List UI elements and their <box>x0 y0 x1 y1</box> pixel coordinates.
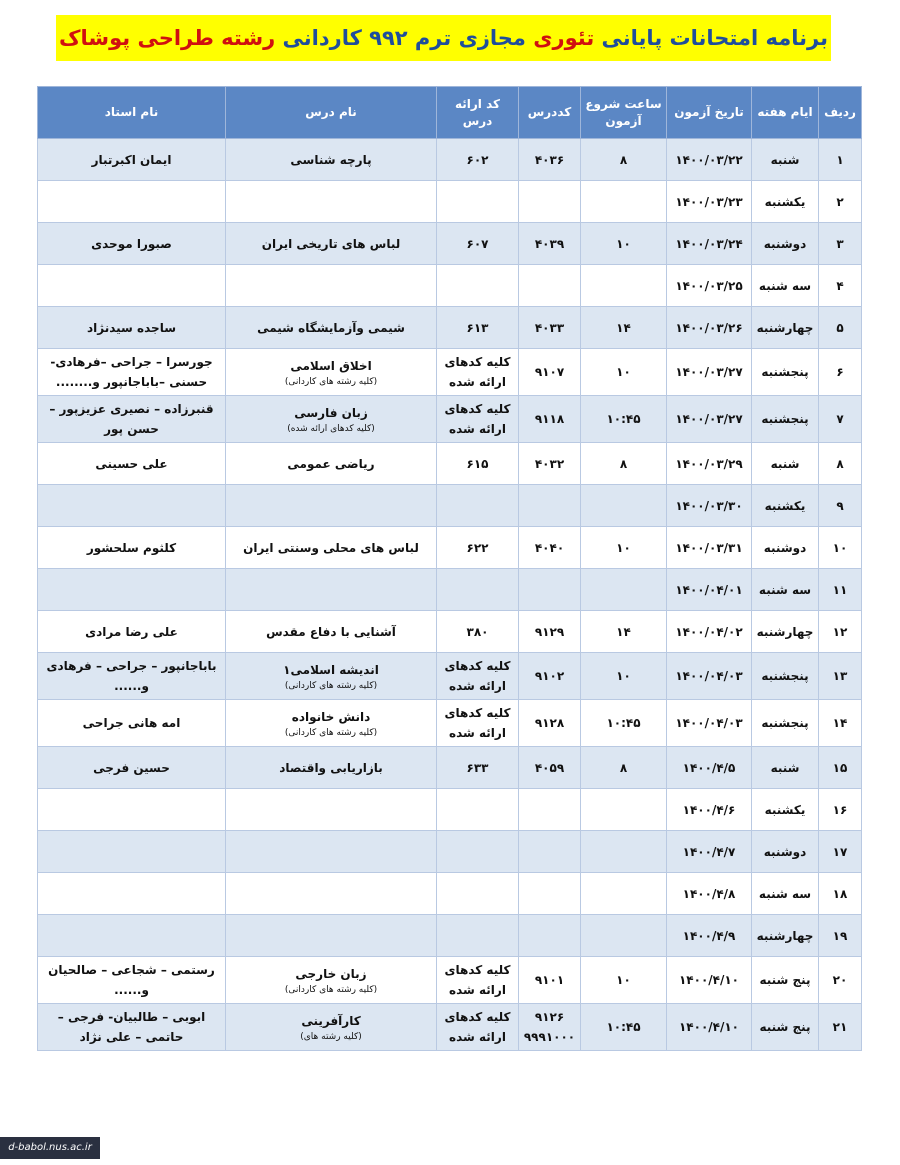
cell-teacher-name <box>38 915 226 957</box>
cell-start-time <box>581 831 667 873</box>
cell-weekday: شنبه <box>752 139 819 181</box>
cell-exam-date: ۱۴۰۰/۰۳/۲۶ <box>667 307 752 349</box>
cell-start-time: ۸ <box>581 443 667 485</box>
cell-course-name <box>226 1004 437 1051</box>
table-row <box>38 1004 862 1051</box>
course-title: زبان فارسی <box>294 405 368 420</box>
table-row <box>38 831 862 873</box>
cell-teacher-name: کلثوم سلحشور <box>38 527 226 569</box>
table-row <box>38 611 862 653</box>
course-note: (کلیه کدهای ارائه شده) <box>287 423 375 434</box>
course-title: زبان خارجی <box>295 966 367 981</box>
cell-offer-code: ۶۱۵ <box>437 443 519 485</box>
table-row <box>38 569 862 611</box>
cell-row-number: ۵ <box>819 307 862 349</box>
title-part-2: تئوری <box>533 26 595 50</box>
cell-offer-code: کلیه کدهای ارائه شده <box>437 653 519 700</box>
cell-course-name <box>226 957 437 1004</box>
cell-offer-code: ۶۰۲ <box>437 139 519 181</box>
cell-start-time: ۱۰:۴۵ <box>581 700 667 747</box>
table-row <box>38 349 862 396</box>
cell-row-number: ۱۵ <box>819 747 862 789</box>
table-row <box>38 307 862 349</box>
cell-exam-date: ۱۴۰۰/۴/۸ <box>667 873 752 915</box>
cell-weekday: سه شنبه <box>752 265 819 307</box>
cell-course-name <box>226 653 437 700</box>
cell-row-number: ۲ <box>819 181 862 223</box>
cell-course-name <box>226 611 437 653</box>
course-title: شیمی وآزمایشگاه شیمی <box>257 320 405 335</box>
cell-weekday: پنجشنبه <box>752 349 819 396</box>
cell-course-name <box>226 181 437 223</box>
cell-course-name <box>226 265 437 307</box>
cell-course-code <box>519 181 581 223</box>
cell-course-code: ۴۰۳۶ <box>519 139 581 181</box>
cell-teacher-name: علی حسینی <box>38 443 226 485</box>
cell-exam-date: ۱۴۰۰/۰۳/۳۱ <box>667 527 752 569</box>
cell-weekday: یکشنبه <box>752 789 819 831</box>
cell-start-time: ۱۰ <box>581 527 667 569</box>
cell-course-name <box>226 307 437 349</box>
cell-course-code <box>519 789 581 831</box>
cell-weekday: سه شنبه <box>752 569 819 611</box>
cell-exam-date: ۱۴۰۰/۴/۶ <box>667 789 752 831</box>
header-start-time: ساعت شروع آزمون <box>581 87 667 139</box>
cell-course-code: ۴۰۳۹ <box>519 223 581 265</box>
cell-weekday: دوشنبه <box>752 223 819 265</box>
cell-offer-code: کلیه کدهای ارائه شده <box>437 957 519 1004</box>
cell-teacher-name <box>38 569 226 611</box>
cell-start-time: ۱۰:۴۵ <box>581 1004 667 1051</box>
title-part-1: برنامه امتحانات پایانی <box>601 26 828 50</box>
cell-row-number: ۲۱ <box>819 1004 862 1051</box>
cell-course-name <box>226 915 437 957</box>
cell-course-code: ۴۰۳۳ <box>519 307 581 349</box>
cell-course-name <box>226 139 437 181</box>
cell-exam-date: ۱۴۰۰/۴/۱۰ <box>667 957 752 1004</box>
cell-start-time: ۸ <box>581 139 667 181</box>
cell-teacher-name <box>38 265 226 307</box>
cell-offer-code: ۶۳۳ <box>437 747 519 789</box>
cell-row-number: ۶ <box>819 349 862 396</box>
cell-weekday: چهارشنبه <box>752 611 819 653</box>
cell-exam-date: ۱۴۰۰/۰۳/۳۰ <box>667 485 752 527</box>
cell-course-name <box>226 789 437 831</box>
course-title: کارآفرینی <box>301 1013 361 1028</box>
cell-weekday: پنجشنبه <box>752 396 819 443</box>
course-title: اندیشه اسلامی۱ <box>283 662 379 677</box>
cell-course-code: ۹۱۲۹ <box>519 611 581 653</box>
cell-exam-date: ۱۴۰۰/۰۴/۰۱ <box>667 569 752 611</box>
table-row <box>38 139 862 181</box>
cell-start-time <box>581 873 667 915</box>
cell-exam-date: ۱۴۰۰/۴/۵ <box>667 747 752 789</box>
table-row <box>38 653 862 700</box>
cell-start-time: ۱۰:۴۵ <box>581 396 667 443</box>
cell-weekday: شنبه <box>752 443 819 485</box>
cell-start-time <box>581 915 667 957</box>
course-note: (کلیه رشته های کاردانی) <box>284 984 378 995</box>
table-row <box>38 443 862 485</box>
cell-teacher-name: ساجده سیدنژاد <box>38 307 226 349</box>
cell-course-name <box>226 527 437 569</box>
course-title: آشنایی با دفاع مقدس <box>266 624 396 639</box>
cell-course-name <box>226 349 437 396</box>
cell-offer-code <box>437 873 519 915</box>
title-part-3: مجازی ترم ۹۹۲ کاردانی <box>282 26 526 50</box>
cell-teacher-name <box>38 789 226 831</box>
cell-exam-date: ۱۴۰۰/۰۴/۰۲ <box>667 611 752 653</box>
cell-row-number: ۳ <box>819 223 862 265</box>
header-weekday: ایام هفته <box>752 87 819 139</box>
cell-weekday: پنج شنبه <box>752 957 819 1004</box>
cell-teacher-name: ایمان اکبرتبار <box>38 139 226 181</box>
cell-weekday: شنبه <box>752 747 819 789</box>
cell-row-number: ۱ <box>819 139 862 181</box>
course-note: (کلیه رشته های کاردانی) <box>284 727 378 738</box>
cell-start-time <box>581 485 667 527</box>
cell-weekday: سه شنبه <box>752 873 819 915</box>
cell-row-number: ۱۳ <box>819 653 862 700</box>
header-course-code: کددرس <box>519 87 581 139</box>
cell-row-number: ۲۰ <box>819 957 862 1004</box>
cell-course-name <box>226 443 437 485</box>
cell-teacher-name <box>38 181 226 223</box>
cell-course-code <box>519 569 581 611</box>
course-title: ریاضی عمومی <box>287 456 375 471</box>
cell-course-code: ۹۱۲۸ <box>519 700 581 747</box>
cell-row-number: ۱۷ <box>819 831 862 873</box>
cell-exam-date: ۱۴۰۰/۴/۷ <box>667 831 752 873</box>
table-row <box>38 700 862 747</box>
cell-offer-code: کلیه کدهای ارائه شده <box>437 349 519 396</box>
cell-row-number: ۱۱ <box>819 569 862 611</box>
cell-start-time <box>581 265 667 307</box>
cell-offer-code <box>437 831 519 873</box>
cell-teacher-name: علی رضا مرادی <box>38 611 226 653</box>
table-row <box>38 181 862 223</box>
table-row <box>38 265 862 307</box>
cell-weekday: دوشنبه <box>752 831 819 873</box>
cell-course-code <box>519 485 581 527</box>
cell-course-name <box>226 569 437 611</box>
cell-teacher-name <box>38 485 226 527</box>
header-course-name: نام درس <box>226 87 437 139</box>
cell-teacher-name <box>38 831 226 873</box>
course-note: (کلیه رشته های کاردانی) <box>284 376 378 387</box>
cell-offer-code <box>437 569 519 611</box>
cell-course-name <box>226 700 437 747</box>
cell-row-number: ۸ <box>819 443 862 485</box>
cell-offer-code: ۳۸۰ <box>437 611 519 653</box>
cell-row-number: ۱۸ <box>819 873 862 915</box>
cell-teacher-name: رستمی – شجاعی – صالحیان و...... <box>38 957 226 1004</box>
cell-start-time <box>581 181 667 223</box>
table-row <box>38 747 862 789</box>
cell-course-name <box>226 873 437 915</box>
cell-teacher-name: امه هانی جراحی <box>38 700 226 747</box>
cell-exam-date: ۱۴۰۰/۰۳/۲۲ <box>667 139 752 181</box>
cell-exam-date: ۱۴۰۰/۰۳/۲۹ <box>667 443 752 485</box>
table-row <box>38 915 862 957</box>
cell-row-number: ۷ <box>819 396 862 443</box>
cell-weekday: یکشنبه <box>752 485 819 527</box>
cell-course-code <box>519 873 581 915</box>
cell-start-time <box>581 569 667 611</box>
cell-exam-date: ۱۴۰۰/۰۳/۲۳ <box>667 181 752 223</box>
cell-weekday: چهارشنبه <box>752 915 819 957</box>
cell-offer-code <box>437 915 519 957</box>
cell-course-name <box>226 223 437 265</box>
header-teacher-name: نام استاد <box>38 87 226 139</box>
header-row-number: ردیف <box>819 87 862 139</box>
course-title: بازاریابی واقتصاد <box>279 760 383 775</box>
cell-offer-code: کلیه کدهای ارائه شده <box>437 700 519 747</box>
cell-course-code: ۴۰۵۹ <box>519 747 581 789</box>
cell-row-number: ۱۰ <box>819 527 862 569</box>
cell-teacher-name: قنبرزاده – نصیری عزیزپور – حسن پور <box>38 396 226 443</box>
course-title: دانش خانواده <box>291 709 371 724</box>
cell-course-code: ۹۱۰۱ <box>519 957 581 1004</box>
cell-weekday: پنجشنبه <box>752 653 819 700</box>
cell-row-number: ۱۹ <box>819 915 862 957</box>
cell-exam-date: ۱۴۰۰/۴/۱۰ <box>667 1004 752 1051</box>
course-note: (کلیه رشته های کاردانی) <box>284 680 378 691</box>
cell-offer-code <box>437 181 519 223</box>
cell-offer-code <box>437 485 519 527</box>
cell-exam-date: ۱۴۰۰/۴/۹ <box>667 915 752 957</box>
cell-weekday: پنجشنبه <box>752 700 819 747</box>
header-exam-date: تاریخ آزمون <box>667 87 752 139</box>
table-row <box>38 527 862 569</box>
cell-row-number: ۱۲ <box>819 611 862 653</box>
cell-offer-code: ۶۲۲ <box>437 527 519 569</box>
table-row <box>38 957 862 1004</box>
header-offer-code: کد ارائه درس <box>437 87 519 139</box>
cell-exam-date: ۱۴۰۰/۰۴/۰۳ <box>667 653 752 700</box>
cell-start-time: ۱۰ <box>581 653 667 700</box>
cell-start-time: ۱۴ <box>581 307 667 349</box>
cell-exam-date: ۱۴۰۰/۰۳/۲۷ <box>667 349 752 396</box>
cell-offer-code <box>437 265 519 307</box>
cell-teacher-name: صبورا موحدی <box>38 223 226 265</box>
cell-course-code <box>519 831 581 873</box>
cell-exam-date: ۱۴۰۰/۰۴/۰۳ <box>667 700 752 747</box>
table-row <box>38 396 862 443</box>
cell-course-code: ۹۱۲۶ ۹۹۹۱۰۰۰ <box>519 1004 581 1051</box>
cell-exam-date: ۱۴۰۰/۰۳/۲۷ <box>667 396 752 443</box>
cell-row-number: ۴ <box>819 265 862 307</box>
cell-exam-date: ۱۴۰۰/۰۳/۲۴ <box>667 223 752 265</box>
cell-offer-code: ۶۱۳ <box>437 307 519 349</box>
cell-course-code <box>519 265 581 307</box>
cell-course-code: ۴۰۳۲ <box>519 443 581 485</box>
exam-schedule-table <box>37 86 862 1051</box>
cell-start-time: ۱۰ <box>581 223 667 265</box>
cell-teacher-name: حسین فرجی <box>38 747 226 789</box>
course-title: لباس های تاریخی ایران <box>261 236 401 251</box>
cell-weekday: یکشنبه <box>752 181 819 223</box>
table-row <box>38 873 862 915</box>
table-row <box>38 223 862 265</box>
cell-start-time <box>581 789 667 831</box>
table-row <box>38 485 862 527</box>
cell-offer-code: ۶۰۷ <box>437 223 519 265</box>
cell-course-name <box>226 485 437 527</box>
footer-url: d-babol.nus.ac.ir <box>0 1137 100 1159</box>
cell-course-code: ۴۰۴۰ <box>519 527 581 569</box>
cell-teacher-name: ابوبی – طالبیان- فرجی – حاتمی – علی نژاد <box>38 1004 226 1051</box>
cell-row-number: ۱۶ <box>819 789 862 831</box>
course-note: (کلیه رشته های) <box>300 1031 362 1042</box>
cell-start-time: ۱۴ <box>581 611 667 653</box>
cell-weekday: پنج شنبه <box>752 1004 819 1051</box>
course-title: اخلاق اسلامی <box>290 358 372 373</box>
cell-offer-code: کلیه کدهای ارائه شده <box>437 396 519 443</box>
cell-row-number: ۱۴ <box>819 700 862 747</box>
cell-start-time: ۱۰ <box>581 349 667 396</box>
course-title: لباس های محلی وسنتی ایران <box>243 540 419 555</box>
cell-offer-code <box>437 789 519 831</box>
cell-row-number: ۹ <box>819 485 862 527</box>
cell-course-name <box>226 396 437 443</box>
table-header-row <box>38 87 862 139</box>
cell-start-time: ۸ <box>581 747 667 789</box>
table-body <box>38 139 862 1051</box>
course-title: پارچه شناسی <box>290 152 372 167</box>
cell-course-name <box>226 831 437 873</box>
cell-teacher-name: باباجانپور – جراحی – فرهادی و...... <box>38 653 226 700</box>
cell-course-code: ۹۱۰۲ <box>519 653 581 700</box>
cell-offer-code: کلیه کدهای ارائه شده <box>437 1004 519 1051</box>
cell-course-code: ۹۱۰۷ <box>519 349 581 396</box>
page-title <box>56 15 831 61</box>
cell-course-code <box>519 915 581 957</box>
cell-teacher-name: جورسرا – جراحی –فرهادی- حسنی –باباجانپور و........ <box>38 349 226 396</box>
cell-weekday: چهارشنبه <box>752 307 819 349</box>
cell-course-name <box>226 747 437 789</box>
cell-weekday: دوشنبه <box>752 527 819 569</box>
title-part-4: رشته طراحی پوشاک <box>59 26 276 50</box>
table-row <box>38 789 862 831</box>
cell-exam-date: ۱۴۰۰/۰۳/۲۵ <box>667 265 752 307</box>
cell-teacher-name <box>38 873 226 915</box>
cell-course-code: ۹۱۱۸ <box>519 396 581 443</box>
cell-start-time: ۱۰ <box>581 957 667 1004</box>
